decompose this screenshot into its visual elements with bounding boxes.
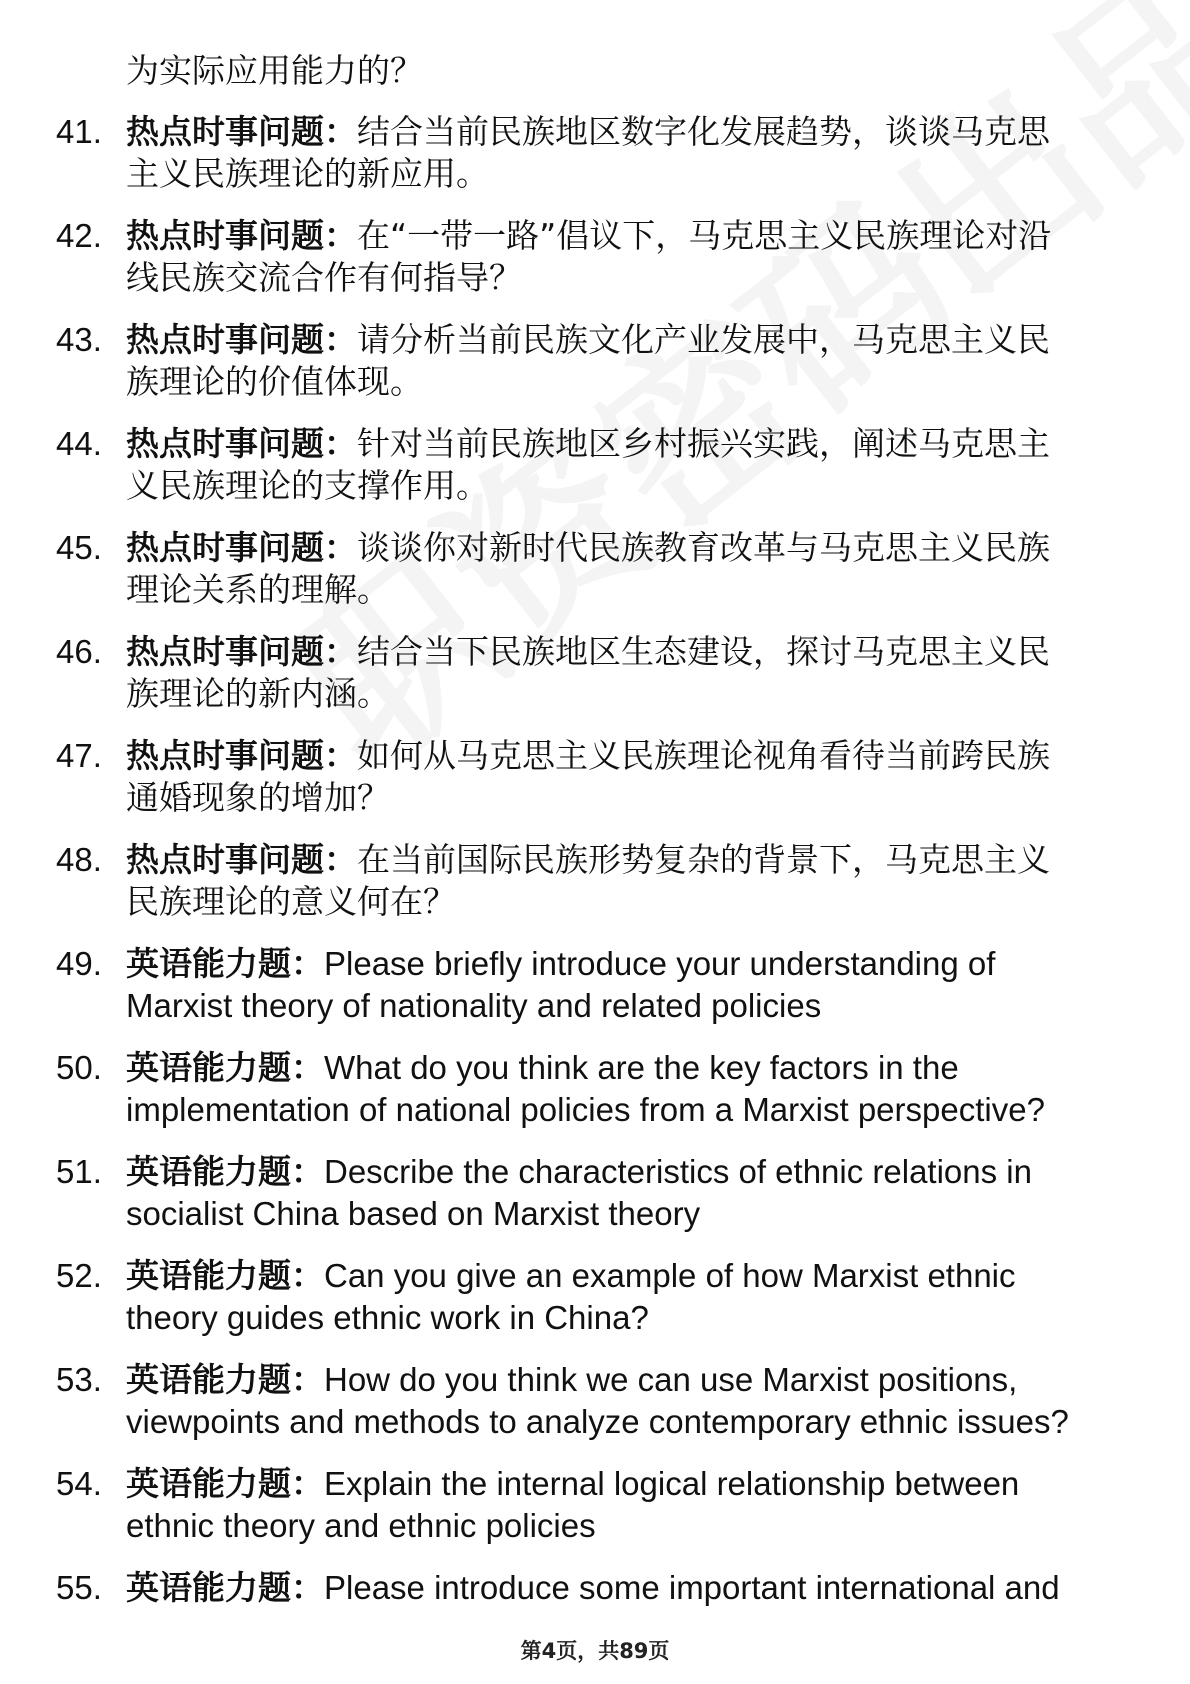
question-text (126, 1047, 1136, 1131)
question-number: 50. (56, 1049, 102, 1086)
question-line-2: Marxist theory of nationality and related policies (126, 987, 822, 1024)
question-item (0, 423, 1190, 527)
continued-question-text: 为实际应用能力的？ (126, 51, 423, 90)
question-line-2: 义民族理论的支撑作用。 (126, 466, 489, 505)
question-text (126, 423, 1136, 507)
question-text (126, 1255, 1136, 1339)
question-number: 43. (56, 321, 102, 358)
question-number: 44. (56, 425, 102, 462)
question-line-2: ethnic theory and ethnic policies (126, 1507, 596, 1544)
question-item (0, 839, 1190, 943)
question-label: 英语能力题： (126, 1048, 324, 1087)
question-number: 45. (56, 529, 102, 566)
question-line-2: 族理论的新内涵。 (126, 674, 390, 713)
question-line-2: 族理论的价值体现。 (126, 362, 423, 401)
question-line-1: Describe the characteristics of ethnic relations in (324, 1153, 1032, 1190)
question-line-1: Can you give an example of how Marxist ethnic (324, 1257, 1016, 1294)
question-text (126, 839, 1136, 923)
question-number: 46. (56, 633, 102, 670)
question-line-1: 在当前国际民族形势复杂的背景下，马克思主义 (357, 840, 1050, 879)
question-item (0, 1463, 1190, 1567)
question-item (0, 1151, 1190, 1255)
question-label: 热点时事问题： (126, 736, 357, 775)
question-label: 英语能力题： (126, 1152, 324, 1191)
question-text (126, 1151, 1136, 1235)
question-text (126, 111, 1136, 195)
question-line-1: What do you think are the key factors in the (324, 1049, 959, 1086)
question-line-1: 谈谈你对新时代民族教育改革与马克思主义民族 (357, 528, 1050, 567)
question-number: 55. (56, 1569, 102, 1606)
question-number: 53. (56, 1361, 102, 1398)
question-item (0, 943, 1190, 1047)
question-line-1: 结合当下民族地区生态建设，探讨马克思主义民 (357, 632, 1050, 671)
question-list (0, 111, 1190, 1671)
question-label: 热点时事问题： (126, 424, 357, 463)
question-line-2: 主义民族理论的新应用。 (126, 154, 489, 193)
question-number: 49. (56, 945, 102, 982)
question-line-1: 针对当前民族地区乡村振兴实践，阐述马克思主 (357, 424, 1050, 463)
question-number: 54. (56, 1465, 102, 1502)
question-label: 英语能力题： (126, 944, 324, 983)
question-label: 热点时事问题： (126, 632, 357, 671)
question-line-2: viewpoints and methods to analyze contemporary ethnic issues? (126, 1403, 1069, 1440)
question-label: 英语能力题： (126, 1360, 324, 1399)
question-label: 热点时事问题： (126, 320, 357, 359)
question-line-1: 如何从马克思主义民族理论视角看待当前跨民族 (357, 736, 1050, 775)
question-text (126, 1359, 1136, 1443)
question-text (126, 1463, 1136, 1547)
question-number: 47. (56, 737, 102, 774)
question-number: 42. (56, 217, 102, 254)
question-line-2: implementation of national policies from a Marxist perspective? (126, 1091, 1045, 1128)
question-line-1: Explain the internal logical relationship between (324, 1465, 1020, 1502)
question-text (126, 215, 1136, 299)
question-text (126, 1567, 1136, 1609)
question-item (0, 111, 1190, 215)
question-item (0, 527, 1190, 631)
question-text (126, 735, 1136, 819)
question-label: 英语能力题： (126, 1256, 324, 1295)
question-number: 41. (56, 113, 102, 150)
question-text (126, 943, 1136, 1027)
question-line-2: 通婚现象的增加？ (126, 778, 390, 817)
question-text (126, 527, 1136, 611)
question-line-1: 在“一带一路”倡议下，马克思主义民族理论对沿 (357, 216, 1052, 255)
question-label: 英语能力题： (126, 1464, 324, 1503)
question-item (0, 215, 1190, 319)
question-number: 51. (56, 1153, 102, 1190)
question-item (0, 1047, 1190, 1151)
question-text (126, 631, 1136, 715)
page-footer: 第4页，共89页 (520, 1639, 670, 1663)
question-number: 48. (56, 841, 102, 878)
question-line-1: Please briefly introduce your understanding of (324, 945, 996, 982)
question-line-1: 结合当前民族地区数字化发展趋势，谈谈马克思 (357, 112, 1050, 151)
question-label: 热点时事问题： (126, 528, 357, 567)
question-item (0, 735, 1190, 839)
question-line-1: 请分析当前民族文化产业发展中，马克思主义民 (357, 320, 1050, 359)
question-line-2: theory guides ethnic work in China? (126, 1299, 649, 1336)
question-line-1: How do you think we can use Marxist positions, (324, 1361, 1018, 1398)
question-text (126, 319, 1136, 403)
question-item (0, 1359, 1190, 1463)
question-item (0, 319, 1190, 423)
question-label: 热点时事问题： (126, 112, 357, 151)
question-label: 英语能力题： (126, 1568, 324, 1607)
question-number: 52. (56, 1257, 102, 1294)
question-label: 热点时事问题： (126, 216, 357, 255)
question-line-1: Please introduce some important international and (324, 1569, 1060, 1606)
question-item (0, 631, 1190, 735)
question-line-2: 线民族交流合作有何指导？ (126, 258, 522, 297)
question-item (0, 1255, 1190, 1359)
question-line-2: 民族理论的意义何在？ (126, 882, 456, 921)
question-label: 热点时事问题： (126, 840, 357, 879)
question-line-2: socialist China based on Marxist theory (126, 1195, 701, 1232)
question-line-2: 理论关系的理解。 (126, 570, 390, 609)
